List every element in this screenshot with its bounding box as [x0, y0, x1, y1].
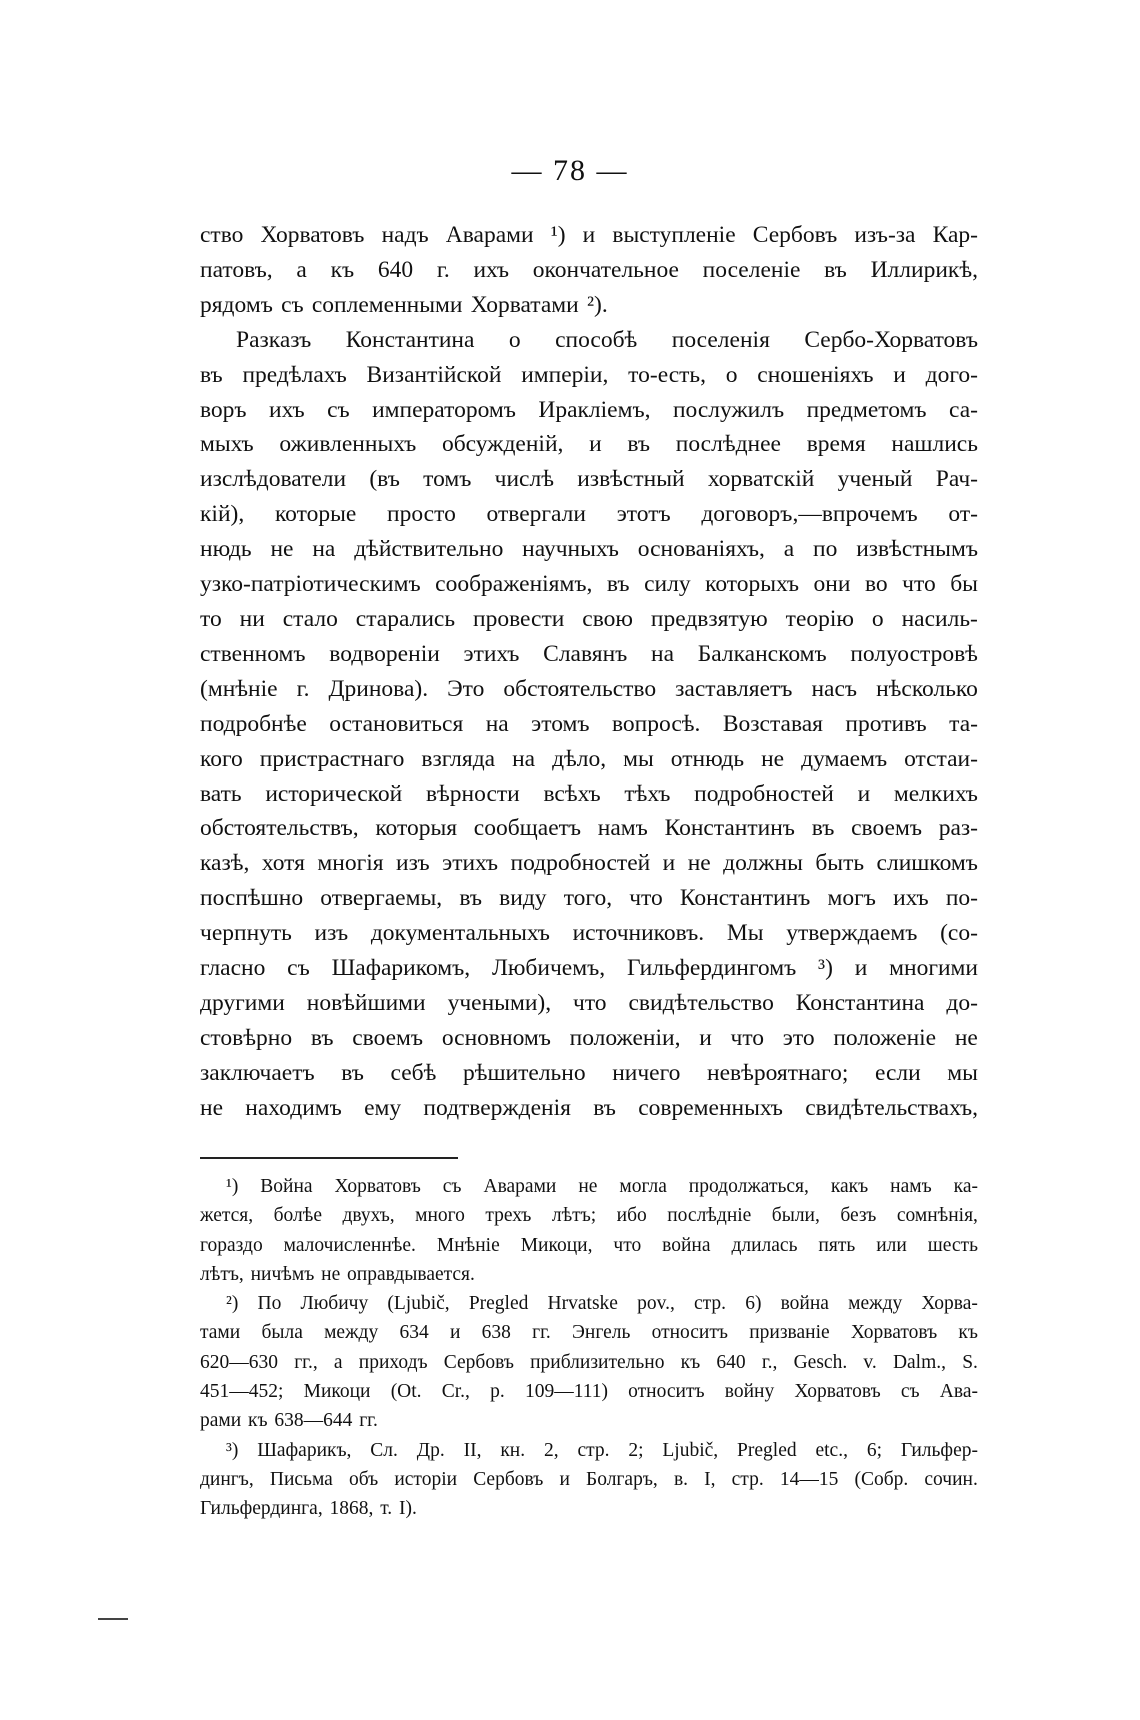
footnote-line: Гильфердинга, 1868, т. I).: [200, 1498, 417, 1520]
text-line: черпнуть изъ документальныхъ источниковъ. Мы утверждаемъ (со-: [200, 920, 978, 947]
text-line: ственномъ водвореніи этихъ Славянъ на Балканскомъ полуостровѣ: [200, 640, 978, 667]
footnotes: [200, 1172, 978, 1524]
text-line: патовъ, а къ 640 г. ихъ окончательное поселеніе въ Иллирикѣ,: [200, 256, 978, 283]
footnote-line: ³) Шафарикъ, Сл. Др. II, кн. 2, стр. 2; Ljubič, Pregled etc., 6; Гильфер-: [226, 1439, 978, 1461]
main-text: [200, 218, 978, 1126]
footnote-line: ¹) Война Хорватовъ съ Аварами не могла продолжаться, какъ намъ ка-: [226, 1176, 978, 1197]
text-line: вать исторической вѣрности всѣхъ тѣхъ подробностей и мелкихъ: [200, 780, 978, 807]
text-line: рядомъ съ соплеменными Хорватами ²).: [200, 291, 608, 318]
footnote-line: гораздо малочисленнѣе. Мнѣніе Микоци, что война длилась пять или шесть: [200, 1234, 978, 1256]
footnote-line: тами была между 634 и 638 гг. Энгель относитъ призваніе Хорватовъ къ: [200, 1322, 978, 1344]
text-line: мыхъ оживленныхъ обсужденій, и въ послѣднее время нашлись: [200, 431, 978, 458]
text-line: то ни стало старались провести свою предвзятую теорію о насиль-: [200, 605, 978, 632]
text-line: Разказъ Константина о способѣ поселенія Сербо-Хорватовъ: [236, 326, 978, 353]
text-line: поспѣшно отвергаемы, въ виду того, что Константинъ могъ ихъ по-: [200, 885, 978, 912]
footnote-line: жется, болѣе двухъ, много трехъ лѣтъ; ибо послѣдніе были, безъ сомнѣнія,: [200, 1205, 978, 1227]
footnote-line: ²) По Любичу (Ljubič, Pregled Hrvatske pov., стр. 6) война между Хорва-: [226, 1293, 978, 1315]
text-line: (мнѣніе г. Дринова). Это обстоятельство заставляетъ насъ нѣсколько: [200, 675, 978, 702]
text-line: обстоятельствъ, которыя сообщаетъ намъ Константинъ въ своемъ раз-: [200, 815, 978, 842]
footnote-line: дингъ, Письма объ исторіи Сербовъ и Болгаръ, в. I, стр. 14—15 (Собр. сочин.: [200, 1468, 978, 1490]
text-line: изслѣдователи (въ томъ числѣ извѣстный хорватскій ученый Рач-: [200, 466, 978, 493]
footnote-line: рами къ 638—644 гг.: [200, 1410, 378, 1432]
text-line: стовѣрно въ своемъ основномъ положеніи, и что это положеніе не: [200, 1024, 978, 1051]
text-line: узко-патріотическимъ соображеніямъ, въ силу которыхъ они во что бы: [200, 571, 978, 598]
text-line: казѣ, хотя многія изъ этихъ подробностей и не должны быть слишкомъ: [200, 850, 978, 877]
footnote-divider: [200, 1157, 458, 1159]
text-line: гласно съ Шафарикомъ, Любичемъ, Гильфердингомъ ³) и многими: [200, 955, 978, 982]
footnote-line: лѣтъ, ничѣмъ не оправдывается.: [200, 1263, 475, 1285]
text-line: воръ ихъ съ императоромъ Ираклiемъ, послужилъ предметомъ са-: [200, 396, 978, 423]
text-line: другими новѣйшими учеными), что свидѣтельство Константина до-: [200, 989, 978, 1016]
text-line: ство Хорватовъ надъ Аварами ¹) и выступленіе Сербовъ изъ-за Кар-: [200, 222, 978, 248]
margin-mark: [98, 1618, 128, 1620]
page-number: — 78 —: [511, 154, 629, 187]
text-line: кій), которые просто отвергали этотъ договоръ,—впрочемъ от-: [200, 501, 978, 528]
text-line: въ предѣлахъ Византійской имперіи, то-есть, о сношеніяхъ и дого-: [200, 361, 978, 388]
text-line: не находимъ ему подтвержденія въ современныхъ свидѣтельствахъ,: [200, 1094, 978, 1121]
text-line: подробнѣе остановиться на этомъ вопросѣ. Возставая противъ та-: [200, 710, 978, 737]
text-line: заключаетъ въ себѣ рѣшительно ничего невѣроятнаго; если мы: [200, 1059, 978, 1086]
footnote-line: 620—630 гг., а приходъ Сербовъ приблизительно къ 640 г., Gesch. v. Dalm., S.: [200, 1351, 978, 1373]
text-line: нюдь не на дѣйствительно научныхъ основаніяхъ, а по извѣстнымъ: [200, 536, 978, 563]
footnote-line: 451—452; Микоци (Ot. Cr., p. 109—111) относитъ войну Хорватовъ съ Ава-: [200, 1381, 978, 1403]
text-line: кого пристрастнаго взгляда на дѣло, мы отнюдь не думаемъ отстаи-: [200, 745, 978, 772]
